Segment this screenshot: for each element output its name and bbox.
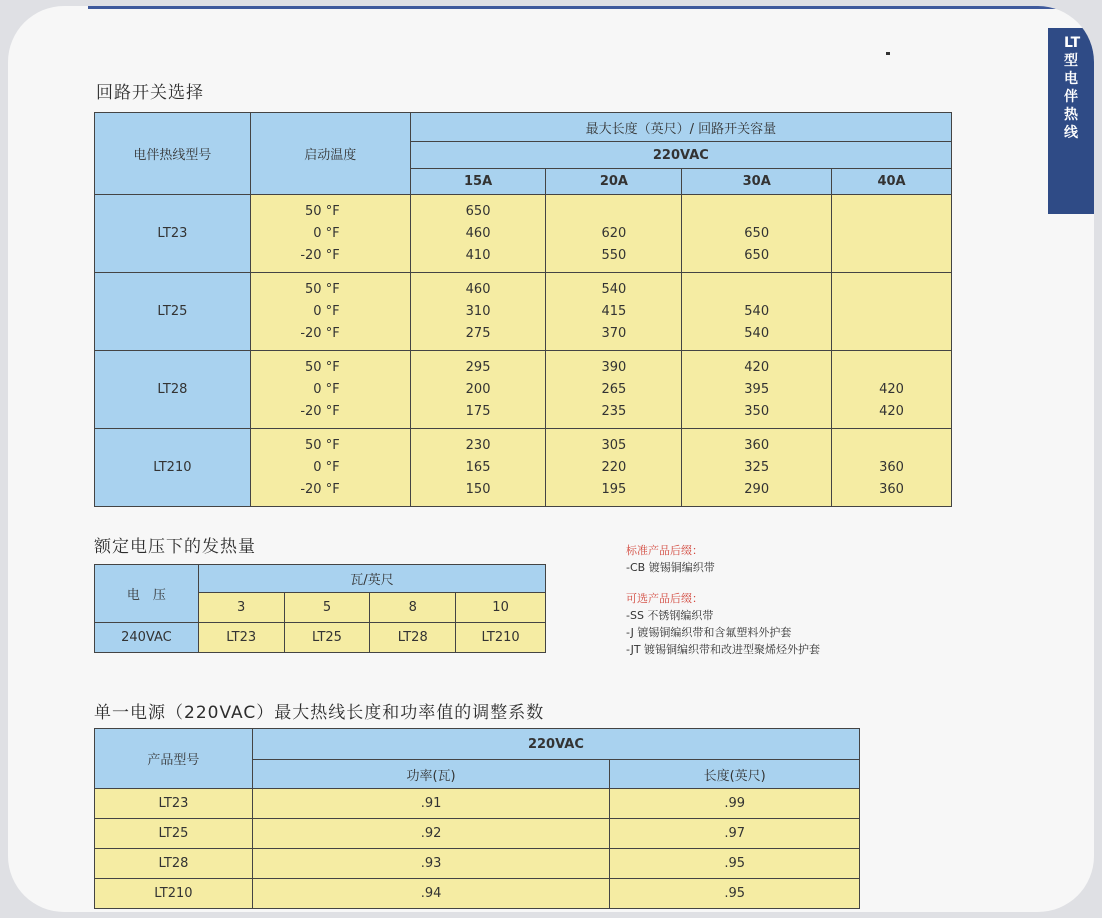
length-value: 305 xyxy=(601,437,627,453)
temp-value: 0 °F xyxy=(313,303,340,319)
length-value: 275 xyxy=(465,325,491,341)
power-factor: .93 xyxy=(252,849,610,879)
length-value: 290 xyxy=(744,481,770,497)
optional-suffix-item: -SS 不锈钢编织带 xyxy=(626,609,714,622)
length-value: 295 xyxy=(465,359,491,375)
value-cell xyxy=(546,351,682,429)
watt-value: 8 xyxy=(370,593,456,623)
side-tab-char: 型 xyxy=(1064,53,1078,69)
length-factor: .95 xyxy=(610,879,860,909)
col-length-header: 长度(英尺) xyxy=(610,760,860,789)
speck xyxy=(886,52,890,55)
length-value: 165 xyxy=(465,459,491,475)
power-factor: .94 xyxy=(252,879,610,909)
watt-value: 3 xyxy=(198,593,284,623)
optional-suffix-item: -J 镀锡铜编织带和含氟塑料外护套 xyxy=(626,626,792,639)
temp-value: -20 °F xyxy=(300,403,340,419)
model-value: LT210 xyxy=(456,623,546,653)
temp-value: 0 °F xyxy=(313,459,340,475)
suffix-notes xyxy=(626,542,820,658)
value-cell xyxy=(682,273,832,351)
length-value: 220 xyxy=(601,459,627,475)
length-value: 650 xyxy=(744,225,770,241)
temp-cell xyxy=(250,429,410,507)
power-factor: .91 xyxy=(252,789,610,819)
table-row xyxy=(95,879,860,909)
top-rule xyxy=(88,6,1094,9)
standard-suffix-item: -CB 镀锡铜编织带 xyxy=(626,561,715,574)
row-label: 240VAC xyxy=(95,623,199,653)
length-value: 420 xyxy=(879,381,904,397)
model-value: LT28 xyxy=(370,623,456,653)
length-value: 650 xyxy=(744,247,770,263)
col-model-header: 电伴热线型号 xyxy=(95,113,251,195)
length-value: 395 xyxy=(744,381,770,397)
table-row xyxy=(95,195,952,273)
standard-suffix-title: 标准产品后缀： xyxy=(626,544,703,557)
amp-header: 40A xyxy=(832,169,952,195)
length-value: 540 xyxy=(744,325,770,341)
length-value: 550 xyxy=(601,247,627,263)
model-cell: LT25 xyxy=(95,819,253,849)
optional-suffix-title: 可选产品后缀： xyxy=(626,592,703,605)
temp-cell xyxy=(250,273,410,351)
temp-value: 50 °F xyxy=(305,437,340,453)
temp-value: -20 °F xyxy=(300,481,340,497)
watt-value: 10 xyxy=(456,593,546,623)
col-power-header: 功率(瓦) xyxy=(252,760,610,789)
model-cell: LT210 xyxy=(95,429,251,507)
value-cell xyxy=(410,195,546,273)
table-row xyxy=(95,429,952,507)
length-value xyxy=(682,201,831,223)
model-value: LT23 xyxy=(198,623,284,653)
temp-cell xyxy=(250,351,410,429)
breaker-selection-table xyxy=(94,112,952,507)
length-value xyxy=(682,279,831,301)
value-cell xyxy=(682,429,832,507)
side-tab-char: 线 xyxy=(1064,125,1078,141)
length-value: 150 xyxy=(465,481,491,497)
temp-value: 50 °F xyxy=(305,203,340,219)
length-value xyxy=(832,357,951,379)
side-tab-char: 电 xyxy=(1064,71,1078,87)
length-value: 350 xyxy=(744,403,770,419)
length-factor: .95 xyxy=(610,849,860,879)
length-value: 415 xyxy=(601,303,627,319)
temp-value: 50 °F xyxy=(305,281,340,297)
length-value: 230 xyxy=(465,437,491,453)
model-value: LT25 xyxy=(284,623,370,653)
value-cell xyxy=(410,351,546,429)
length-value: 460 xyxy=(465,281,491,297)
amp-header: 15A xyxy=(410,169,546,195)
value-cell xyxy=(832,195,952,273)
side-tab xyxy=(1048,28,1094,214)
value-cell xyxy=(682,351,832,429)
table-row xyxy=(95,623,546,653)
temp-value: 50 °F xyxy=(305,359,340,375)
value-cell xyxy=(546,195,682,273)
watt-value: 5 xyxy=(284,593,370,623)
length-value: 620 xyxy=(601,225,627,241)
length-value xyxy=(832,435,951,457)
table-row xyxy=(95,789,860,819)
col-temp-header: 启动温度 xyxy=(250,113,410,195)
length-value: 410 xyxy=(465,247,491,263)
table-row xyxy=(95,849,860,879)
adjustment-factor-table xyxy=(94,728,860,909)
length-value: 370 xyxy=(601,325,627,341)
side-tab-char: 伴 xyxy=(1064,89,1078,105)
length-value: 235 xyxy=(601,403,627,419)
model-cell: LT210 xyxy=(95,879,253,909)
section3-title: 单一电源（220VAC）最大热线长度和功率值的调整系数 xyxy=(94,703,545,723)
length-value: 265 xyxy=(601,381,627,397)
length-factor: .97 xyxy=(610,819,860,849)
temp-value: 0 °F xyxy=(313,225,340,241)
length-value: 420 xyxy=(744,359,770,375)
length-value: 325 xyxy=(744,459,770,475)
temp-cell xyxy=(250,195,410,273)
col-model-header: 产品型号 xyxy=(95,729,253,789)
model-cell: LT23 xyxy=(95,195,251,273)
model-cell: LT28 xyxy=(95,351,251,429)
length-value: 195 xyxy=(601,481,627,497)
value-cell xyxy=(410,273,546,351)
amp-header: 20A xyxy=(546,169,682,195)
length-value: 175 xyxy=(465,403,491,419)
col-voltage-header: 电 压 xyxy=(95,565,199,623)
value-cell xyxy=(682,195,832,273)
temp-value: -20 °F xyxy=(300,325,340,341)
length-value xyxy=(832,201,951,223)
temp-value: 0 °F xyxy=(313,381,340,397)
heat-output-table xyxy=(94,564,546,653)
table-row xyxy=(95,351,952,429)
power-factor: .92 xyxy=(252,819,610,849)
model-cell: LT28 xyxy=(95,849,253,879)
length-value: 200 xyxy=(465,381,491,397)
value-cell xyxy=(832,351,952,429)
length-value: 390 xyxy=(601,359,627,375)
voltage-header: 220VAC xyxy=(410,142,951,169)
section2-title: 额定电压下的发热量 xyxy=(94,537,256,557)
length-factor: .99 xyxy=(610,789,860,819)
table-row xyxy=(95,273,952,351)
value-cell xyxy=(546,429,682,507)
temp-value: -20 °F xyxy=(300,247,340,263)
section1-title: 回路开关选择 xyxy=(96,83,204,103)
value-cell xyxy=(832,429,952,507)
side-tab-char: 热 xyxy=(1064,107,1078,123)
length-value: 360 xyxy=(879,459,904,475)
length-value: 360 xyxy=(879,481,904,497)
col-unit-header: 瓦/英尺 xyxy=(198,565,545,593)
length-value: 420 xyxy=(879,403,904,419)
value-cell xyxy=(410,429,546,507)
amp-header: 30A xyxy=(682,169,832,195)
model-cell: LT25 xyxy=(95,273,251,351)
length-value: 360 xyxy=(744,437,770,453)
length-value xyxy=(546,201,681,223)
length-value xyxy=(832,301,951,323)
length-value xyxy=(832,279,951,301)
side-tab-char: LT xyxy=(1064,35,1081,51)
document-page xyxy=(8,6,1094,912)
voltage-header: 220VAC xyxy=(252,729,859,760)
length-value xyxy=(832,223,951,245)
model-cell: LT23 xyxy=(95,789,253,819)
length-value xyxy=(832,245,951,267)
optional-suffix-item: -JT 镀锡铜编织带和改进型聚烯烃外护套 xyxy=(626,643,821,656)
col-max-header: 最大长度（英尺）/ 回路开关容量 xyxy=(410,113,951,142)
length-value: 540 xyxy=(601,281,627,297)
length-value: 540 xyxy=(744,303,770,319)
length-value: 650 xyxy=(465,203,491,219)
value-cell xyxy=(546,273,682,351)
value-cell xyxy=(832,273,952,351)
length-value: 460 xyxy=(465,225,491,241)
table-row xyxy=(95,819,860,849)
length-value: 310 xyxy=(465,303,491,319)
length-value xyxy=(832,323,951,345)
